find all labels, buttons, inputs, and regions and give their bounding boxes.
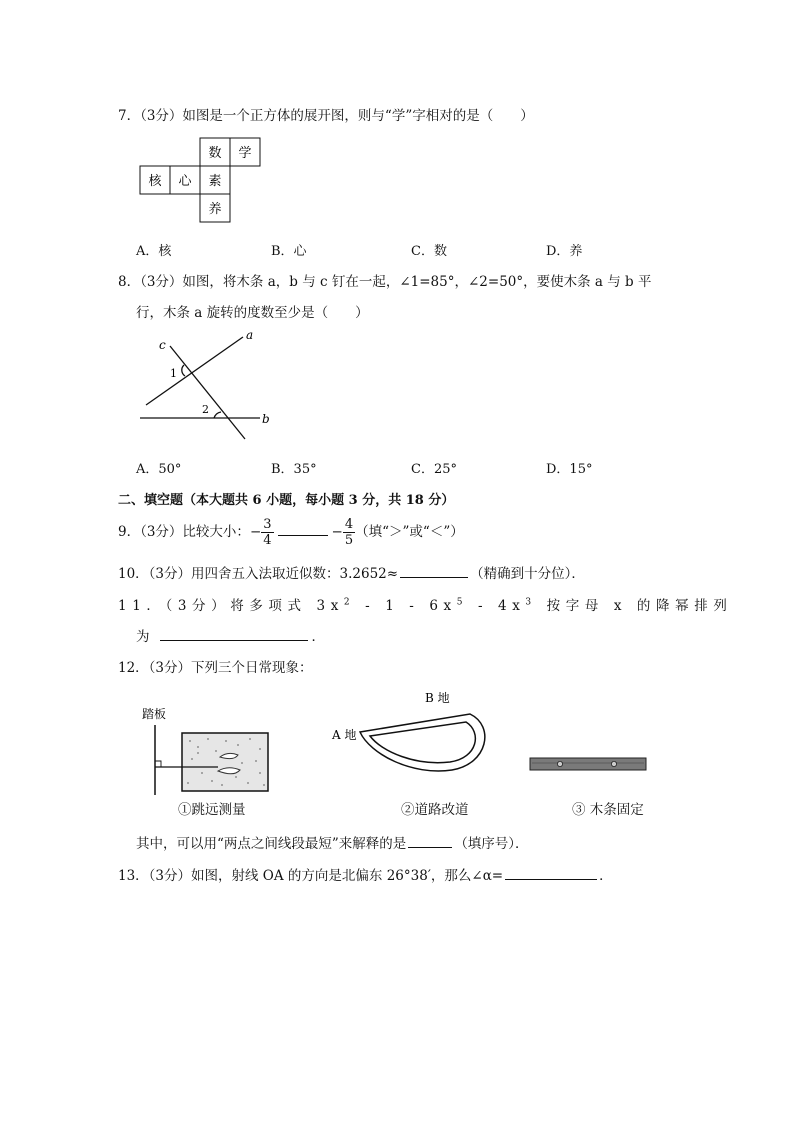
q11-answer-blank[interactable] — [160, 639, 308, 641]
net-cell-yang: 养 — [208, 202, 222, 217]
frac1-numerator: 3 — [263, 517, 272, 532]
q13-line — [118, 864, 613, 884]
road-detour-figure — [330, 686, 492, 774]
q12-tail-prefix: 其中，可以用“两点之间线段最短”来解释的是 — [136, 836, 407, 852]
q12-tail-suffix: （填序号）． — [454, 836, 529, 852]
net-cell-shu: 数 — [208, 146, 222, 161]
section-heading: 二、填空题（本大题共 6 小题，每小题 3 分，共 18 分） — [118, 493, 455, 508]
fraction-4-5 — [343, 517, 355, 548]
q11-mid1: - 1 - 6x — [355, 598, 457, 614]
q11-line2-prefix: 为 — [136, 629, 150, 645]
q11-exp-5: 5 — [456, 597, 469, 608]
q12-answer-blank[interactable] — [408, 846, 452, 848]
q7-option-d[interactable]: D．养 — [546, 244, 583, 259]
q13-suffix: ． — [599, 868, 613, 884]
q11-exp-3: 3 — [525, 597, 537, 608]
q8-stem-line2: 行，木条 a 旋转的度数至少是（ ） — [136, 305, 369, 321]
angle1-arc — [182, 365, 185, 376]
label-a-place: A 地 — [332, 728, 357, 742]
q11-mid2: - 4x — [468, 598, 526, 614]
caption-long-jump: ①跳远测量 — [178, 802, 246, 818]
wood-strip-figure — [528, 754, 650, 774]
frac2-sign: − — [331, 524, 343, 540]
q11-line2 — [136, 625, 325, 645]
frac2-denominator: 5 — [344, 533, 354, 548]
q9-prefix: 9．（3分）比较大小： — [118, 524, 250, 540]
q10-answer-blank[interactable] — [400, 576, 468, 578]
q9-line — [118, 515, 464, 549]
q8-option-c[interactable]: C．25° — [411, 462, 457, 477]
q7-stem: 7．（3分）如图是一个正方体的展开图，则与“学”字相对的是（ ） — [118, 108, 534, 124]
q7-option-b[interactable]: B．心 — [271, 244, 307, 259]
q11-prefix: 11．（3分）将多项式 3x — [118, 598, 344, 614]
caption-wood-strip: ③ 木条固定 — [572, 802, 644, 818]
q12-stem: 12．（3分）下列三个日常现象： — [118, 660, 313, 676]
q13-answer-blank[interactable] — [505, 878, 597, 880]
nail-2 — [611, 761, 616, 766]
q11-exp-2: 2 — [343, 597, 356, 608]
nail-1 — [557, 761, 562, 766]
q10-prefix: 10．（3分）用四舍五入法取近似数：3.2652≈ — [118, 566, 399, 582]
fraction-3-4 — [261, 517, 273, 548]
label-a: a — [246, 328, 254, 342]
label-angle2: 2 — [202, 403, 209, 416]
caption-road-detour: ②道路改道 — [401, 802, 469, 818]
q12-tail — [136, 832, 529, 852]
q11-suffix: 按字母 x 的降幂排列 — [536, 598, 733, 614]
q8-stem-line1: 8．（3分）如图，将木条 a，b 与 c 钉在一起，∠1=85°，∠2=50°，要使木条 a 与 b 平 — [118, 274, 652, 290]
label-b-place: B 地 — [425, 691, 450, 705]
q10-line — [118, 562, 585, 582]
q9-answer-blank[interactable] — [278, 534, 328, 536]
sand-pit — [182, 733, 268, 791]
lines-abc-figure — [132, 325, 282, 445]
label-c: c — [159, 338, 166, 352]
frac1-sign: − — [249, 524, 262, 540]
label-b: b — [262, 412, 270, 426]
label-board: 踏板 — [142, 707, 167, 721]
frac2-numerator: 4 — [344, 517, 354, 532]
q9-suffix: （填“＞”或“＜”） — [355, 524, 464, 540]
q7-option-c[interactable]: C．数 — [411, 244, 447, 259]
frac1-denominator: 4 — [263, 533, 272, 548]
q8-option-d[interactable]: D．15° — [546, 462, 593, 477]
q13-prefix: 13．（3分）如图，射线 OA 的方向是北偏东 26°38′，那么∠α= — [118, 868, 504, 884]
cube-net-figure — [136, 137, 262, 223]
net-cell-xin: 心 — [178, 174, 192, 189]
net-cell-su: 素 — [208, 174, 222, 189]
q8-option-b[interactable]: B．35° — [271, 462, 317, 477]
label-angle1: 1 — [170, 367, 177, 380]
net-cell-he: 核 — [148, 174, 162, 189]
q10-suffix: （精确到十分位）． — [470, 566, 585, 582]
angle2-arc — [214, 412, 221, 418]
q11-line2-suffix: ． — [311, 629, 325, 645]
line-c — [170, 346, 245, 439]
q11-line1 — [118, 594, 732, 614]
q7-option-a[interactable]: A．核 — [136, 244, 172, 259]
long-jump-figure — [138, 703, 272, 797]
net-cell-xue: 学 — [238, 146, 252, 161]
q8-option-a[interactable]: A．50° — [136, 462, 182, 477]
